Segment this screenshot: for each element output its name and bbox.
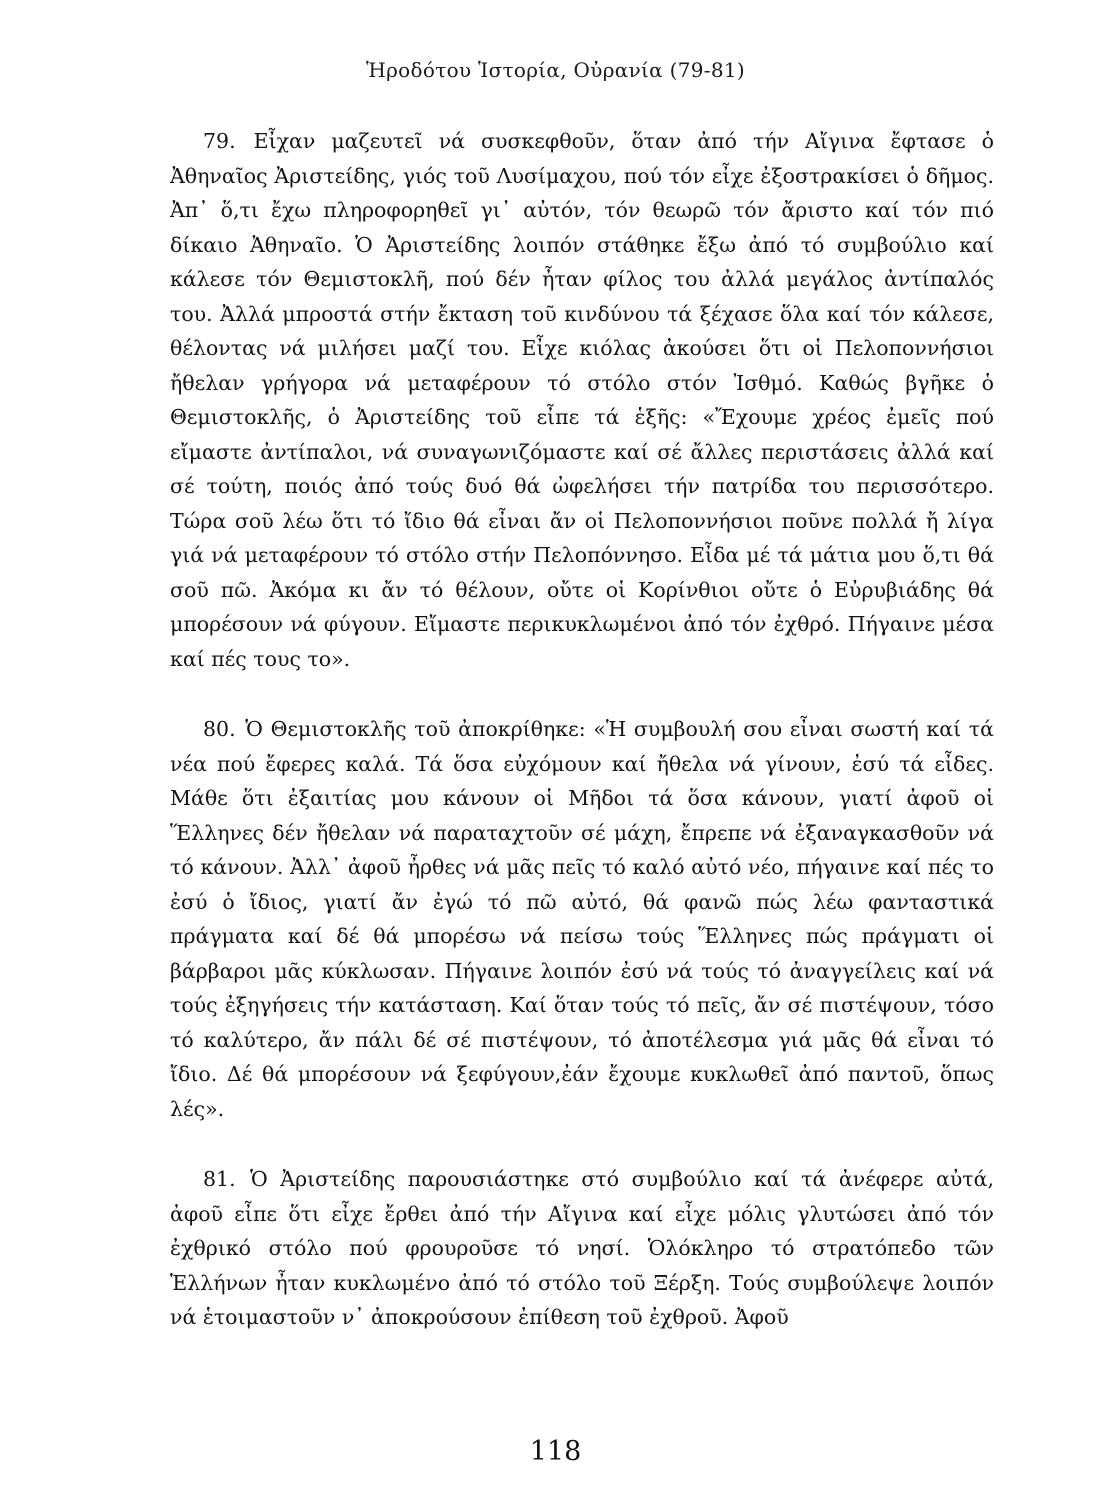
body-text <box>170 124 994 1335</box>
page-number: 118 <box>529 1436 582 1467</box>
chapter-text: Εἶχαν μαζευτεῖ νά συσκεφθοῦν, ὅταν ἀπό τήν Αἴγινα ἔφτασε ὁ Ἀθηναῖος Ἀριστείδης, γιός τοῦ Λυσίμαχου, πού τόν εἶχε ἐξοστρακίσει ὁ δῆμος. Ἀπ᾿ ὅ,τι ἔχω πληροφορηθεῖ γι᾿ αὐτόν, τόν θεωρῶ τόν ἄριστο καί τόν πιό δίκαιο Ἀθηναῖο. Ὁ Ἀριστείδης λοιπόν στάθηκε ἔξω ἀπό τό συμβούλιο καί κάλεσε τόν Θεμιστοκλῆ, πού δέν ἦταν φίλος του ἀλλά μεγάλος ἀντίπαλός του. Ἀλλά μπροστά στήν ἔκταση τοῦ κινδύνου τά ξέχασε ὅλα καί τόν κάλεσε, θέλοντας νά μιλήσει μαζί του. Εἶχε κιόλας ἀκούσει ὅτι οἱ Πελοποννήσιοι ἤθελαν γρήγορα νά μεταφέρουν τό στόλο στόν Ἰσθμό. Καθώς βγῆκε ὁ Θεμιστοκλῆς, ὁ Ἀριστείδης τοῦ εἶπε τά ἑξῆς: «Ἔχουμε χρέος ἐμεῖς πού εἴμαστε ἀντίπαλοι, νά συναγωνιζόμαστε καί σέ ἄλλες περιστάσεις ἀλλά καί σέ τούτη, ποιός ἀπό τούς δυό θά ὠφελήσει τήν πατρίδα του περισσότερο. Τώρα σοῦ λέω ὅτι τό ἴδιο θά εἶναι ἄν οἱ Πελοποννήσιοι ποῦνε πολλά ἤ λίγα γιά νά μεταφέρουν τό στόλο στήν Πελοπόννησο. Εἶδα μέ τά μάτια μου ὅ,τι θά σοῦ πῶ. Ἀκόμα κι ἄν τό θέλουν, οὔτε οἱ Κορίνθιοι οὔτε ὁ Εὐρυβιάδης θά μπορέσουν νά φύγουν. Εἴμαστε περικυκλωμένοι ἀπό τόν ἐχθρό. Πήγαινε μέσα καί πές τους το». <box>170 129 994 671</box>
chapter-text: Ὁ Θεμιστοκλῆς τοῦ ἀποκρίθηκε: «Ἡ συμβουλή σου εἶναι σωστή καί τά νέα πού ἔφερες καλά. Τά ὅσα εὐχόμουν καί ἤθελα νά γίνουν, ἐσύ τά εἶδες. Μάθε ὅτι ἐξαιτίας μου κάνουν οἱ Μῆδοι τά ὅσα κάνουν, γιατί ἀφοῦ οἱ Ἕλληνες δέν ἤθελαν νά παραταχτοῦν σέ μάχη, ἔπρεπε νά ἐξαναγκασθοῦν νά τό κάνουν. Ἀλλ᾿ ἀφοῦ ἦρθες νά μᾶς πεῖς τό καλό αὐτό νέο, πήγαινε καί πές το ἐσύ ὁ ἴδιος, γιατί ἄν ἐγώ τό πῶ αὐτό, θά φανῶ πώς λέω φανταστικά πράγματα καί δέ θά μπορέσω νά πείσω τούς Ἕλληνες πώς πράγματι οἱ βάρβαροι μᾶς κύκλωσαν. Πήγαινε λοιπόν ἐσύ νά τούς τό ἀναγγείλεις καί νά τούς ἐξηγήσεις τήν κατάσταση. Καί ὅταν τούς τό πεῖς, ἄν σέ πιστέψουν, τόσο τό καλύτερο, ἄν πάλι δέ σέ πιστέψουν, τό ἀποτέλεσμα γιά μᾶς θά εἶναι τό ἴδιο. Δέ θά μπορέσουν νά ξεφύγουν,ἐάν ἔχουμε κυκλωθεῖ ἀπό παντοῦ, ὅπως λές». <box>170 717 994 1121</box>
chapter-number: 81. <box>203 1167 236 1191</box>
chapter-80 <box>170 712 994 1126</box>
chapter-text: Ὁ Ἀριστείδης παρουσιάστηκε στό συμβούλιο καί τά ἀνέφερε αὐτά, ἀφοῦ εἶπε ὅτι εἶχε ἔρθει ἀπό τήν Αἴγινα καί εἶχε μόλις γλυτώσει ἀπό τόν ἐχθρικό στόλο πού φρουροῦσε τό νησί. Ὁλόκληρο τό στρατόπεδο τῶν Ἑλλήνων ἦταν κυκλωμένο ἀπό τό στόλο τοῦ Ξέρξη. Τούς συμβούλεψε λοιπόν νά ἑτοιμαστοῦν ν᾿ ἀποκρούσουν ἐπίθεση τοῦ ἐχθροῦ. Ἀφοῦ <box>170 1167 994 1329</box>
chapter-81 <box>170 1162 994 1335</box>
chapter-number: 80. <box>203 717 236 741</box>
running-header: Ἡροδότου Ἱστορία, Οὐρανία (79-81) <box>365 58 745 82</box>
chapter-number: 79. <box>203 129 236 153</box>
chapter-79 <box>170 124 994 676</box>
